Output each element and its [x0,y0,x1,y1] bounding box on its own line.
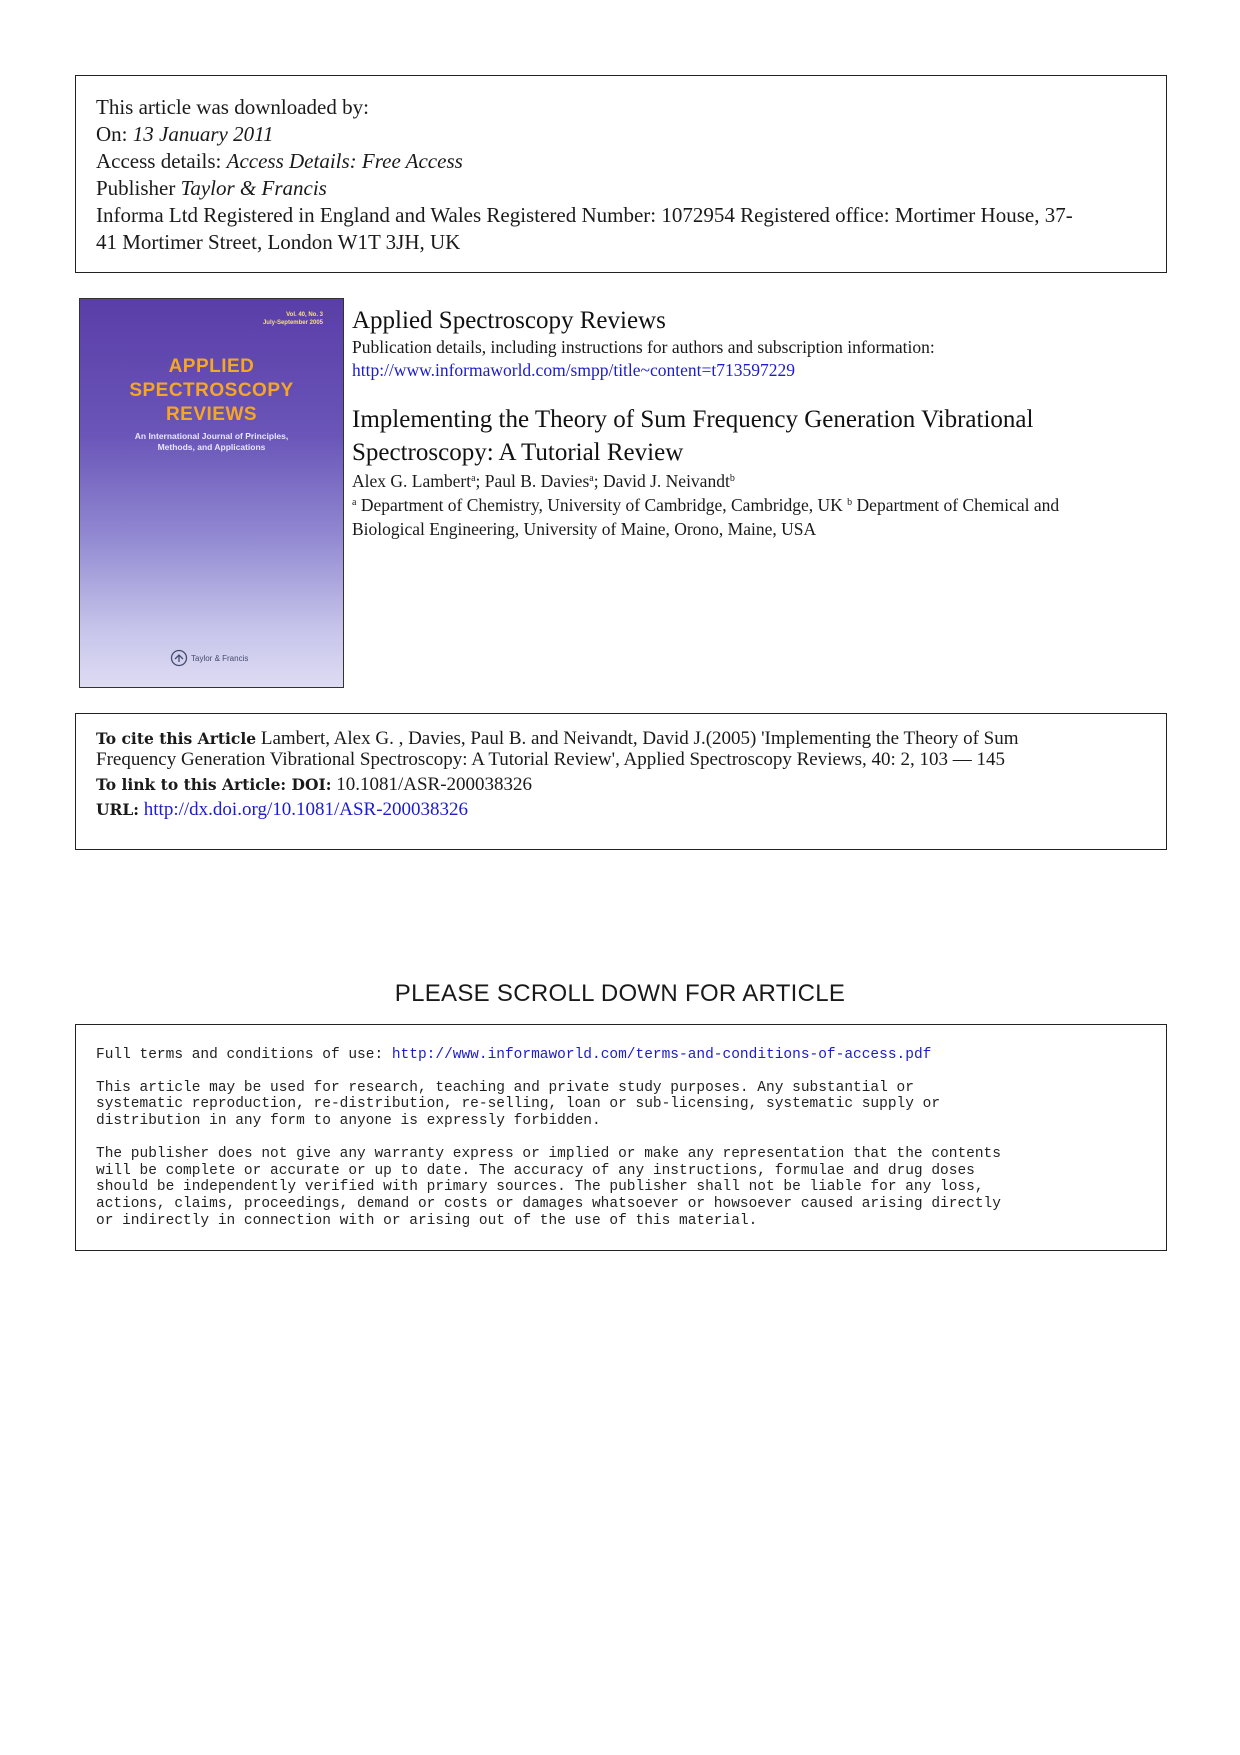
doi-row [96,774,1146,795]
cover-subtitle [90,431,333,453]
terms-box [75,1024,1167,1251]
affiliation-b: Department of Chemical and [852,495,1060,515]
terms-label: Full terms and conditions of use: [96,1047,392,1063]
article-title-line: Spectroscopy: A Tutorial Review [352,439,684,466]
affiliation-marker: b [729,473,735,484]
access-label: Access details: [96,149,222,173]
publisher-logo [170,649,248,667]
article-info [352,306,1162,541]
cover-title [80,355,343,427]
cover-title-line: REVIEWS [165,404,258,425]
cite-article-row [96,728,1146,749]
author-name: ; Paul B. Davies [475,471,590,491]
on-label: On: [96,122,128,146]
terms-line: distribution in any form to anyone is expressly forbidden. [96,1113,601,1130]
registered-line-2: 41 Mortimer Street, London W1T 3JH, UK [96,230,461,254]
url-label: URL: [96,800,140,819]
affiliation-marker: a [589,473,594,484]
publication-details: Publication details, including instructions for authors and subscription information: [352,337,935,357]
doi-value: 10.1081/ASR-200038326 [331,774,533,795]
terms-line: This article may be used for research, teaching and private study purposes. Any substantial or [96,1079,914,1096]
doi-url-link[interactable]: http://dx.doi.org/10.1081/ASR-200038326 [143,799,469,820]
terms-line: actions, claims, proceedings, demand or costs or damages whatsoever or howsoever caused arising directly [96,1195,1001,1212]
cover-title-line: APPLIED [168,356,255,377]
author-name: ; David J. Neivandt [593,471,730,491]
download-date: 13 January 2011 [132,122,274,146]
download-date-row [96,121,1146,148]
terms-row [96,1047,1146,1064]
cite-text-line-2: Frequency Generation Vibrational Spectroscopy: A Tutorial Review', Applied Spectroscopy Reviews, 40: 2, 103 — 145 [96,749,1006,770]
scroll-notice: PLEASE SCROLL DOWN FOR ARTICLE [394,980,846,1007]
access-value: Access Details: Free Access [226,149,463,173]
terms-line: will be complete or accurate or up to date. The accuracy of any instructions, formulae and drug doses [96,1162,975,1179]
url-row [96,799,1146,820]
terms-paragraph-2 [96,1146,1146,1230]
journal-url-link[interactable]: http://www.informaworld.com/smpp/title~content=t713597229 [352,360,796,380]
terms-line: systematic reproduction, re-distribution, re-selling, loan or sub-licensing, systematic supply or [96,1096,941,1113]
authors [352,469,1162,493]
citation-box [75,713,1167,850]
publisher-label: Publisher [96,176,176,200]
affiliation-line-2: Biological Engineering, University of Maine, Orono, Maine, USA [352,519,817,539]
terms-url-link[interactable]: http://www.informaworld.com/terms-and-conditions-of-access.pdf [391,1047,932,1063]
cover-title-line: SPECTROSCOPY [129,380,294,401]
access-details-row [96,148,1146,175]
terms-line: or indirectly in connection with or arising out of the use of this material. [96,1212,758,1229]
doi-label: To link to this Article: DOI: [96,775,332,794]
affiliation-marker: b [847,497,853,508]
affiliation-marker: a [471,473,476,484]
cite-label: To cite this Article [96,729,257,748]
affiliations [352,493,1162,541]
cover-date: July-September 2005 [262,320,323,326]
cite-text: Lambert, Alex G. , Davies, Paul B. and Neivandt, David J.(2005) 'Implementing the Theory of Sum [256,728,1019,749]
taylor-francis-logo-icon [170,649,188,667]
author-name: Alex G. Lambert [352,471,472,491]
publisher-row [96,175,1146,202]
registered-line-1: Informa Ltd Registered in England and Wales Registered Number: 1072954 Registered office: Mortimer House, 37- [96,203,1073,227]
terms-paragraph-1 [96,1080,1146,1130]
cover-volume-info [263,311,323,327]
journal-name: Applied Spectroscopy Reviews [352,307,666,334]
affiliation-line-1 [352,493,1162,517]
download-line: This article was downloaded by: [96,95,369,119]
terms-line: The publisher does not give any warranty express or implied or make any representation that the contents [96,1145,1001,1162]
cover-subtitle-line: An International Journal of Principles, [134,431,289,441]
publisher-value: Taylor & Francis [180,176,327,200]
article-title [352,403,1162,469]
terms-line: should be independently verified with primary sources. The publisher shall not be liable for any loss, [96,1179,984,1196]
journal-cover-image [79,298,344,688]
article-title-line: Implementing the Theory of Sum Frequency Generation Vibrational [352,406,1034,433]
affiliation-marker: a [352,497,357,508]
cover-volume: Vol. 40, No. 3 [286,312,323,318]
cover-subtitle-line: Methods, and Applications [157,442,266,452]
cover-logo-text: Taylor & Francis [191,653,249,663]
download-info-box [75,75,1167,273]
affiliation-a: Department of Chemistry, University of Cambridge, Cambridge, UK [356,495,848,515]
